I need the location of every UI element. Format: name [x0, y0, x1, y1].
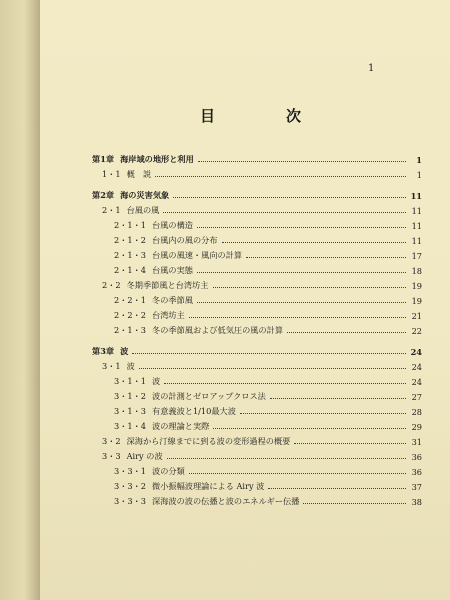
toc-number: 3・1・2	[114, 391, 147, 401]
toc-text: 冬の季節風	[152, 295, 193, 305]
toc-page: 29	[411, 421, 422, 432]
toc-page: 21	[411, 310, 422, 321]
toc-page: 18	[411, 265, 422, 276]
toc-text: 台風内の風の分布	[152, 235, 218, 245]
page-title: 目 次	[200, 107, 330, 125]
toc-leader	[173, 197, 406, 198]
toc-section	[92, 167, 422, 182]
toc-subsection	[92, 248, 422, 263]
toc-leader	[132, 353, 406, 354]
book-page	[40, 0, 450, 600]
toc-page: 1	[416, 169, 422, 180]
toc-number: 3・3・3	[114, 496, 147, 506]
toc-leader	[155, 176, 406, 177]
toc-page: 31	[411, 436, 422, 447]
toc-subsection	[92, 374, 422, 389]
toc-leader	[294, 443, 406, 444]
toc-text: 波	[120, 346, 129, 356]
toc-section	[92, 434, 422, 449]
toc-number: 第2章	[92, 190, 115, 200]
toc-text: 波の計測とゼロアップクロス法	[152, 391, 266, 401]
toc-page: 28	[411, 406, 422, 417]
toc-text: 台風の実態	[152, 265, 193, 275]
toc-text: 概 説	[126, 169, 152, 179]
toc-chapter	[92, 344, 422, 359]
toc-text: 深海波の波の伝播と波のエネルギー伝播	[152, 496, 300, 506]
toc-text: 台風の風	[126, 205, 160, 215]
toc-text: 波	[152, 376, 161, 386]
toc-text: 有意義波と1/10最大波	[152, 406, 236, 416]
toc-page: 24	[410, 346, 422, 357]
toc-text: 冬期季節風と台湾坊主	[126, 280, 209, 290]
toc-subsection	[92, 389, 422, 404]
toc-page: 36	[411, 451, 422, 462]
toc-number: 2・1・4	[114, 265, 147, 275]
toc-number: 2・2	[102, 280, 121, 290]
toc-number: 2・1・3	[114, 250, 147, 260]
toc-leader	[197, 272, 406, 273]
toc-number: 2・2・1	[114, 295, 147, 305]
toc-page: 24	[411, 361, 422, 372]
toc-page: 17	[411, 250, 422, 261]
toc-number: 3・1	[102, 361, 121, 371]
toc-leader	[139, 368, 406, 369]
toc-leader	[240, 413, 406, 414]
toc-page: 24	[411, 376, 422, 387]
toc-leader	[222, 242, 406, 243]
toc-text: 台風の構造	[152, 220, 193, 230]
toc-page: 11	[411, 220, 422, 231]
toc-leader	[213, 287, 407, 288]
toc-text: 海の災害気象	[120, 190, 170, 200]
toc-subsection	[92, 419, 422, 434]
toc-text: 微小振幅波理論による Airy 波	[152, 481, 265, 491]
toc-subsection	[92, 494, 422, 509]
facing-page-edge	[0, 0, 40, 600]
toc-chapter	[92, 152, 422, 167]
toc-leader	[163, 212, 406, 213]
toc-subsection	[92, 323, 422, 338]
toc-number: 3・2	[102, 436, 121, 446]
toc-text: 海岸域の地形と利用	[120, 154, 194, 164]
toc-number: 3・1・3	[114, 406, 147, 416]
toc-number: 3・3	[102, 451, 121, 461]
toc-text: 台湾坊主	[152, 310, 185, 320]
toc-subsection	[92, 479, 422, 494]
toc-leader	[246, 257, 406, 258]
toc-subsection	[92, 404, 422, 419]
toc-page: 11	[411, 235, 422, 246]
toc-section	[92, 449, 422, 464]
toc-leader	[164, 383, 406, 384]
toc-number: 1・1	[102, 169, 121, 179]
toc-subsection	[92, 308, 422, 323]
toc-subsection	[92, 263, 422, 278]
toc-number: 2・1・2	[114, 235, 147, 245]
toc-leader	[198, 161, 406, 162]
toc-text: 波の分類	[152, 466, 185, 476]
page-number: 1	[368, 63, 375, 74]
toc-text: 波の理論と実際	[152, 421, 210, 431]
toc-number: 2・1・3	[114, 325, 147, 335]
toc-page: 22	[411, 325, 422, 336]
toc-leader	[189, 473, 406, 474]
toc-leader	[287, 332, 406, 333]
toc-number: 3・3・2	[114, 481, 147, 491]
toc-page: 38	[411, 496, 422, 507]
toc-subsection	[92, 293, 422, 308]
toc-leader	[303, 503, 406, 504]
toc-number: 3・3・1	[114, 466, 147, 476]
toc-text: 台風の風速・風向の計算	[152, 250, 243, 260]
toc-number: 第1章	[92, 154, 115, 164]
table-of-contents	[92, 152, 422, 509]
toc-leader	[268, 488, 406, 489]
toc-section	[92, 359, 422, 374]
toc-page: 11	[411, 205, 422, 216]
toc-number: 第3章	[92, 346, 115, 356]
toc-page: 19	[411, 295, 422, 306]
toc-text: 冬の季節風および低気圧の風の計算	[152, 325, 284, 335]
toc-leader	[270, 398, 406, 399]
toc-number: 2・2・2	[114, 310, 147, 320]
toc-subsection	[92, 218, 422, 233]
toc-text: 深海から汀線までに到る波の変形過程の概要	[126, 436, 291, 446]
toc-leader	[197, 302, 406, 303]
toc-leader	[189, 317, 406, 318]
toc-page: 1	[416, 154, 422, 165]
toc-page: 19	[411, 280, 422, 291]
toc-page: 37	[411, 481, 422, 492]
toc-leader	[167, 458, 406, 459]
toc-subsection	[92, 233, 422, 248]
toc-number: 2・1	[102, 205, 121, 215]
toc-page: 11	[410, 190, 422, 201]
toc-section	[92, 278, 422, 293]
toc-leader	[197, 227, 406, 228]
toc-number: 3・1・1	[114, 376, 147, 386]
toc-leader	[213, 428, 406, 429]
toc-text: 波	[126, 361, 135, 371]
toc-section	[92, 203, 422, 218]
toc-text: Airy の波	[126, 451, 163, 461]
toc-number: 3・1・4	[114, 421, 147, 431]
toc-chapter	[92, 188, 422, 203]
toc-subsection	[92, 464, 422, 479]
toc-number: 2・1・1	[114, 220, 147, 230]
toc-page: 36	[411, 466, 422, 477]
toc-page: 27	[411, 391, 422, 402]
